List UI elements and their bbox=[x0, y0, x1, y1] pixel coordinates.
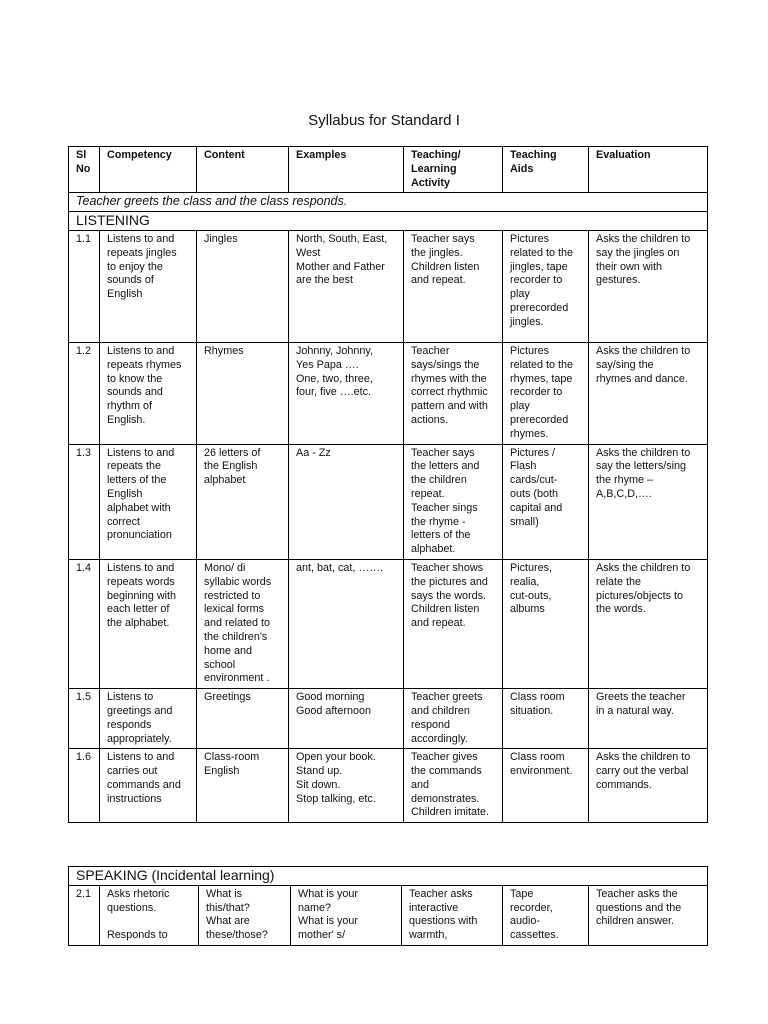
cell-line: albums bbox=[510, 603, 545, 616]
cell-line: recorder to bbox=[510, 274, 563, 287]
cell-line: and children bbox=[411, 704, 470, 717]
cell-line: play bbox=[510, 400, 530, 413]
cell-line: English. bbox=[107, 413, 146, 426]
table-row bbox=[69, 444, 708, 559]
cell-line: Rhymes bbox=[204, 344, 244, 357]
cell-line: Teacher greets bbox=[411, 691, 483, 704]
cell-line: English bbox=[107, 288, 143, 301]
cell-line: this/that? bbox=[206, 901, 250, 914]
cell-line: Aids bbox=[510, 162, 534, 175]
cell-line: Children listen bbox=[411, 603, 480, 616]
cell-line: Pictures bbox=[510, 232, 550, 245]
cell-content bbox=[197, 230, 289, 342]
cell-line: Listens to and bbox=[107, 344, 175, 357]
section-heading-listening: LISTENING bbox=[69, 212, 708, 231]
cell-line: One, two, three, bbox=[296, 372, 373, 385]
cell-line: Greets the teacher bbox=[596, 691, 686, 704]
cell-line: carry out the verbal bbox=[596, 765, 689, 778]
cell-line: repeats jingles bbox=[107, 246, 177, 259]
cell-line: jingles. bbox=[510, 315, 544, 328]
cell-line: the English bbox=[204, 460, 258, 473]
cell-line: pronunciation bbox=[107, 529, 172, 542]
cell-evaluation bbox=[589, 342, 708, 444]
cell-line: name? bbox=[298, 901, 332, 914]
cell-line: the rhyme – bbox=[596, 474, 654, 487]
cell-line: commands and bbox=[107, 778, 181, 791]
cell-line: Class-room bbox=[204, 751, 260, 764]
cell-line: say the letters/sing bbox=[596, 460, 687, 473]
cell-line: Sit down. bbox=[296, 778, 341, 791]
cell-examples bbox=[289, 749, 404, 823]
cell-line: rhymes, tape bbox=[510, 372, 573, 385]
table-row bbox=[69, 885, 708, 945]
cell-line: small) bbox=[510, 515, 539, 528]
cell-content bbox=[197, 559, 289, 688]
cell-line: Listens to bbox=[107, 691, 154, 704]
cell-line: instructions bbox=[107, 792, 162, 805]
cell-line: pictures/objects to bbox=[596, 589, 684, 602]
cell-line: four, five ….etc. bbox=[296, 386, 372, 399]
cell-line: Asks the children to bbox=[596, 344, 691, 357]
cell-teaching-aids bbox=[503, 342, 589, 444]
cell-line: the children bbox=[411, 474, 467, 487]
cell-line: sounds of bbox=[107, 274, 154, 287]
table-row bbox=[69, 559, 708, 688]
cell-line: correct bbox=[107, 515, 140, 528]
cell-line: Learning bbox=[411, 162, 457, 175]
cell-line: environment . bbox=[204, 672, 270, 685]
cell-line: audio- bbox=[510, 915, 541, 928]
cell-competency bbox=[100, 885, 199, 945]
page-title: Syllabus for Standard I bbox=[308, 112, 460, 129]
cell-line: the words. bbox=[596, 603, 646, 616]
cell-line: says/sings the bbox=[411, 358, 480, 371]
header-competency: Competency bbox=[100, 147, 197, 193]
cell-line: to enjoy the bbox=[107, 260, 163, 273]
header-content: Content bbox=[197, 147, 289, 193]
cell-line: beginning with bbox=[107, 589, 177, 602]
cell-line: questions and the bbox=[596, 901, 682, 914]
cell-line: North, South, East, bbox=[296, 232, 388, 245]
cell-line: says the words. bbox=[411, 589, 487, 602]
cell-line: 26 letters of bbox=[204, 446, 261, 459]
header-examples: Examples bbox=[289, 147, 404, 193]
cell-teaching-aids bbox=[503, 559, 589, 688]
table-header-row bbox=[69, 147, 708, 193]
cell-teaching-aids bbox=[503, 749, 589, 823]
cell-line: responds bbox=[107, 718, 152, 731]
cell-line: Pictures bbox=[510, 344, 550, 357]
cell-activity bbox=[404, 230, 503, 342]
cell-line: rhythm of bbox=[107, 400, 153, 413]
cell-line: ant, bat, cat, ……. bbox=[296, 561, 384, 574]
cell-line: the alphabet. bbox=[107, 617, 170, 630]
cell-line: Asks the children to bbox=[596, 751, 691, 764]
cell-line: English bbox=[107, 487, 143, 500]
cell-line: outs (both bbox=[510, 487, 559, 500]
cell-line: mother' s/ bbox=[298, 929, 346, 942]
cell-activity bbox=[404, 559, 503, 688]
cell-line: Jingles bbox=[204, 232, 238, 245]
cell-line: interactive bbox=[409, 901, 459, 914]
cell-line: repeats rhymes bbox=[107, 358, 182, 371]
section-heading-row bbox=[69, 867, 708, 886]
cell-line: warmth, bbox=[409, 929, 448, 942]
cell-line: jingles, tape bbox=[510, 260, 568, 273]
cell-line: Teacher sings bbox=[411, 501, 478, 514]
cell-line: A,B,C,D,…. bbox=[596, 487, 652, 500]
cell-competency bbox=[100, 749, 197, 823]
cell-examples bbox=[291, 885, 402, 945]
table-row bbox=[69, 342, 708, 444]
cell-activity bbox=[404, 749, 503, 823]
cell-line: Johnny, Johnny, bbox=[296, 344, 374, 357]
cell-line: the jingles. bbox=[411, 246, 463, 259]
cell-line: What is your bbox=[298, 887, 358, 900]
cell-line: Teacher bbox=[411, 344, 450, 357]
cell-content bbox=[197, 444, 289, 559]
cell-line: capital and bbox=[510, 501, 563, 514]
cell-line: questions. bbox=[107, 901, 157, 914]
cell-activity bbox=[402, 885, 503, 945]
cell-line: cassettes. bbox=[510, 929, 559, 942]
cell-sl-no: 1.6 bbox=[69, 749, 100, 823]
cell-activity bbox=[404, 444, 503, 559]
cell-line: recorder, bbox=[510, 901, 553, 914]
cell-line: Listens to and bbox=[107, 446, 175, 459]
cell-competency bbox=[100, 342, 197, 444]
cell-line: realia, bbox=[510, 575, 540, 588]
cell-competency bbox=[100, 689, 197, 749]
cell-line: gestures. bbox=[596, 274, 641, 287]
cell-line: alphabet bbox=[204, 474, 246, 487]
cell-line: Listens to and bbox=[107, 561, 175, 574]
cell-line: environment. bbox=[510, 765, 573, 778]
cell-line: pattern and with bbox=[411, 400, 488, 413]
cell-evaluation bbox=[589, 444, 708, 559]
cell-line: Stand up. bbox=[296, 765, 343, 778]
cell-competency bbox=[100, 444, 197, 559]
cell-line: correct rhythmic bbox=[411, 386, 488, 399]
cell-line: Teacher shows bbox=[411, 561, 484, 574]
cell-line: their own with bbox=[596, 260, 663, 273]
cell-line: Mother and Father bbox=[296, 260, 385, 273]
cell-line: sounds and bbox=[107, 386, 163, 399]
cell-line: Open your book. bbox=[296, 751, 376, 764]
cell-examples bbox=[289, 230, 404, 342]
cell-line: the rhyme - bbox=[411, 515, 466, 528]
cell-line: Listens to and bbox=[107, 751, 175, 764]
cell-line: school bbox=[204, 658, 236, 671]
cell-line: Teaching bbox=[510, 149, 557, 161]
cell-line: lexical forms bbox=[204, 603, 264, 616]
cell-line: Good afternoon bbox=[296, 704, 372, 717]
cell-line: carries out bbox=[107, 765, 158, 778]
cell-line: recorder to bbox=[510, 386, 563, 399]
cell-teaching-aids bbox=[503, 444, 589, 559]
header-sl-no bbox=[69, 147, 100, 193]
cell-line: Asks the children to bbox=[596, 561, 691, 574]
cell-sl-no: 1.3 bbox=[69, 444, 100, 559]
table-row bbox=[69, 230, 708, 342]
cell-line: commands. bbox=[596, 778, 652, 791]
cell-line: Sl bbox=[76, 149, 87, 161]
cell-line: say/sing the bbox=[596, 358, 654, 371]
cell-line: Asks the children to bbox=[596, 232, 691, 245]
cell-line: appropriately. bbox=[107, 732, 172, 745]
cell-evaluation bbox=[589, 230, 708, 342]
cell-line: questions with bbox=[409, 915, 478, 928]
section-heading-speaking: SPEAKING (Incidental learning) bbox=[69, 867, 708, 886]
cell-activity bbox=[404, 689, 503, 749]
cell-line: syllabic words bbox=[204, 575, 272, 588]
cell-line: and repeat. bbox=[411, 274, 466, 287]
cell-line: actions. bbox=[411, 413, 449, 426]
cell-line: and related to bbox=[204, 617, 271, 630]
cell-line: What is bbox=[206, 887, 242, 900]
cell-line: Class room bbox=[510, 691, 565, 704]
header-teaching-aids bbox=[503, 147, 589, 193]
cell-line: letters of the bbox=[107, 474, 167, 487]
cell-line: Activity bbox=[411, 176, 451, 189]
cell-line: Listens to and bbox=[107, 232, 175, 245]
cell-line: play bbox=[510, 288, 530, 301]
cell-evaluation bbox=[589, 559, 708, 688]
cell-line: and bbox=[411, 778, 430, 791]
cell-line: to know the bbox=[107, 372, 163, 385]
cell-line: Mono/ di bbox=[204, 561, 246, 574]
cell-line: Greetings bbox=[204, 691, 251, 704]
cell-line: each letter of bbox=[107, 603, 170, 616]
intro-text: Teacher greets the class and the class responds. bbox=[69, 193, 708, 212]
cell-line: English bbox=[204, 765, 240, 778]
cell-line: cards/cut- bbox=[510, 474, 558, 487]
cell-line: Stop talking, etc. bbox=[296, 792, 376, 805]
cell-line: Flash bbox=[510, 460, 537, 473]
header-teaching-learning-activity bbox=[404, 147, 503, 193]
cell-line: Yes Papa …. bbox=[296, 358, 359, 371]
cell-line: say the jingles on bbox=[596, 246, 680, 259]
cell-line: home and bbox=[204, 644, 253, 657]
cell-line: What is your bbox=[298, 915, 358, 928]
cell-line: respond bbox=[411, 718, 451, 731]
cell-line: relate the bbox=[596, 575, 642, 588]
cell-line: the pictures and bbox=[411, 575, 488, 588]
cell-sl-no: 1.5 bbox=[69, 689, 100, 749]
cell-examples bbox=[289, 444, 404, 559]
cell-teaching-aids bbox=[503, 885, 589, 945]
cell-examples bbox=[289, 689, 404, 749]
cell-line: Tape bbox=[510, 887, 534, 900]
cell-line: Teaching/ bbox=[411, 149, 461, 161]
cell-line: letters of the bbox=[411, 529, 471, 542]
cell-line: Teacher asks bbox=[409, 887, 473, 900]
cell-line: in a natural way. bbox=[596, 704, 674, 717]
cell-line: Pictures, bbox=[510, 561, 553, 574]
cell-line: alphabet. bbox=[411, 543, 456, 556]
cell-line: repeats the bbox=[107, 460, 162, 473]
cell-line: children answer. bbox=[596, 915, 675, 928]
cell-teaching-aids bbox=[503, 689, 589, 749]
cell-line: Teacher gives bbox=[411, 751, 478, 764]
cell-examples bbox=[289, 342, 404, 444]
cell-competency bbox=[100, 559, 197, 688]
cell-line: accordingly. bbox=[411, 732, 468, 745]
cell-line: Teacher says bbox=[411, 232, 475, 245]
cell-line: Pictures / bbox=[510, 446, 556, 459]
speaking-table bbox=[68, 866, 708, 946]
cell-line: greetings and bbox=[107, 704, 173, 717]
cell-content bbox=[197, 749, 289, 823]
cell-line: situation. bbox=[510, 704, 554, 717]
cell-line: prerecorded bbox=[510, 413, 569, 426]
cell-line: Class room bbox=[510, 751, 565, 764]
cell-examples bbox=[289, 559, 404, 688]
cell-line: cut-outs, bbox=[510, 589, 552, 602]
cell-line: restricted to bbox=[204, 589, 261, 602]
cell-sl-no: 1.1 bbox=[69, 230, 100, 342]
cell-line: Aa - Zz bbox=[296, 446, 331, 459]
section-heading-row bbox=[69, 212, 708, 231]
cell-line: alphabet with bbox=[107, 501, 171, 514]
cell-line: Children imitate. bbox=[411, 806, 490, 819]
intro-row bbox=[69, 193, 708, 212]
cell-teaching-aids bbox=[503, 230, 589, 342]
cell-line: rhymes and dance. bbox=[596, 372, 688, 385]
cell-line: these/those? bbox=[206, 929, 268, 942]
cell-sl-no: 1.2 bbox=[69, 342, 100, 444]
table-row bbox=[69, 749, 708, 823]
cell-sl-no: 2.1 bbox=[69, 885, 100, 945]
cell-line: Responds to bbox=[107, 929, 168, 942]
cell-line: the commands bbox=[411, 765, 482, 778]
cell-line: the letters and bbox=[411, 460, 480, 473]
cell-line: related to the bbox=[510, 246, 574, 259]
cell-line: Teacher asks the bbox=[596, 887, 678, 900]
cell-line: Teacher says bbox=[411, 446, 475, 459]
cell-line: repeats words bbox=[107, 575, 175, 588]
cell-activity bbox=[404, 342, 503, 444]
cell-line: related to the bbox=[510, 358, 574, 371]
cell-line: repeat. bbox=[411, 487, 445, 500]
cell-line: and repeat. bbox=[411, 617, 466, 630]
cell-line: prerecorded bbox=[510, 301, 569, 314]
cell-line: Asks the children to bbox=[596, 446, 691, 459]
cell-line: West bbox=[296, 246, 321, 259]
cell-competency bbox=[100, 230, 197, 342]
cell-line: the children's bbox=[204, 630, 268, 643]
cell-line: demonstrates. bbox=[411, 792, 480, 805]
cell-line: Asks rhetoric bbox=[107, 887, 170, 900]
cell-line bbox=[107, 915, 191, 929]
cell-line: are the best bbox=[296, 274, 354, 287]
syllabus-table bbox=[68, 146, 708, 823]
cell-evaluation bbox=[589, 689, 708, 749]
cell-line: No bbox=[76, 162, 91, 175]
cell-evaluation bbox=[589, 885, 708, 945]
cell-evaluation bbox=[589, 749, 708, 823]
cell-content bbox=[197, 689, 289, 749]
cell-content bbox=[197, 342, 289, 444]
cell-line: rhymes with the bbox=[411, 372, 487, 385]
cell-line: What are bbox=[206, 915, 250, 928]
cell-line: Good morning bbox=[296, 691, 365, 704]
header-evaluation: Evaluation bbox=[589, 147, 708, 193]
cell-line: rhymes. bbox=[510, 427, 549, 440]
cell-content bbox=[199, 885, 291, 945]
cell-line: Children listen bbox=[411, 260, 480, 273]
cell-sl-no: 1.4 bbox=[69, 559, 100, 688]
table-row bbox=[69, 689, 708, 749]
